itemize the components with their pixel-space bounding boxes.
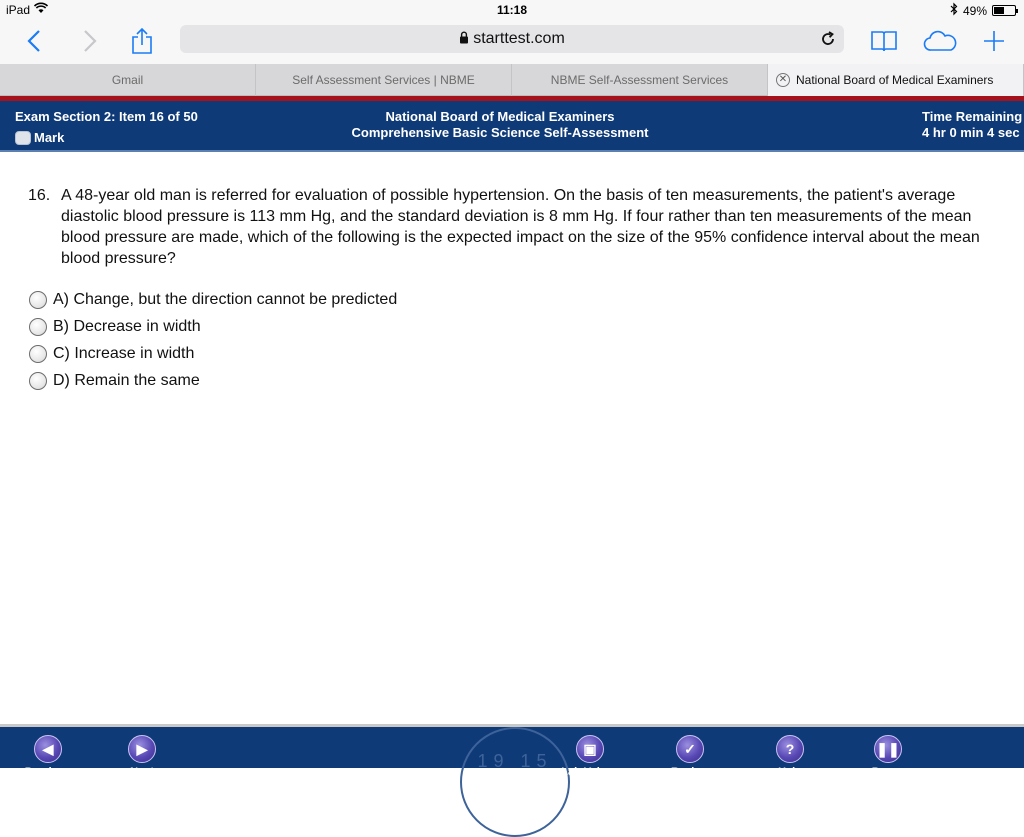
time-remaining xyxy=(922,109,1022,141)
forward-icon[interactable] xyxy=(72,24,108,58)
ios-status-bar xyxy=(0,0,1024,20)
lab-values-label: Lab Values xyxy=(561,766,619,778)
pause-icon[interactable]: ❚❚ xyxy=(874,735,902,763)
new-tab-icon[interactable] xyxy=(976,24,1012,58)
assessment-name: Comprehensive Basic Science Self-Assessment xyxy=(351,125,649,140)
exam-header xyxy=(0,101,1024,152)
back-icon[interactable] xyxy=(16,24,52,58)
seal-text: 19 15 xyxy=(477,751,553,771)
status-right xyxy=(950,3,1016,18)
answer-label: D) Remain the same xyxy=(53,371,200,389)
answer-option-d[interactable] xyxy=(29,367,397,394)
radio-button[interactable] xyxy=(29,318,47,336)
lock-icon xyxy=(459,31,469,49)
tab-gmail[interactable] xyxy=(0,64,256,96)
answer-options xyxy=(29,286,397,394)
help-label: Help xyxy=(778,766,802,778)
mark-box-icon[interactable] xyxy=(15,131,31,145)
previous-button[interactable] xyxy=(8,735,88,778)
close-tab-icon[interactable]: ✕ xyxy=(776,73,790,87)
review-icon[interactable]: ✓ xyxy=(676,735,704,763)
url-text: starttest.com xyxy=(473,30,565,47)
answer-label: B) Decrease in width xyxy=(53,317,201,335)
next-label: Next xyxy=(130,766,154,778)
help-button[interactable] xyxy=(750,735,830,778)
tab-label: NBME Self-Assessment Services xyxy=(550,73,729,87)
mark-checkbox[interactable] xyxy=(15,130,64,145)
time-remaining-label: Time Remaining xyxy=(922,109,1023,124)
next-button[interactable] xyxy=(102,735,182,778)
question-number: 16. xyxy=(28,187,51,204)
help-icon[interactable]: ? xyxy=(776,735,804,763)
bookmarks-icon[interactable] xyxy=(866,24,902,58)
answer-label: C) Increase in width xyxy=(53,344,195,362)
browser-toolbar xyxy=(0,20,1024,64)
time-remaining-value: 4 hr 0 min 4 sec xyxy=(922,125,1020,140)
tab-label: Self Assessment Services | NBME xyxy=(292,73,475,87)
pause-label: Pause xyxy=(871,766,905,778)
mark-label: Mark xyxy=(34,130,65,145)
next-icon[interactable]: ▶ xyxy=(128,735,156,763)
answer-option-c[interactable] xyxy=(29,340,397,367)
exam-section-label: Exam Section 2: Item 16 of 50 xyxy=(15,109,198,124)
tab-self-assessment-services[interactable] xyxy=(256,64,512,96)
answer-option-b[interactable] xyxy=(29,313,397,340)
review-label: Review xyxy=(671,766,709,778)
address-bar[interactable] xyxy=(180,25,844,53)
battery-percent: 49% xyxy=(962,3,987,18)
tab-label: National Board of Medical Examiners xyxy=(796,73,994,87)
exam-footer xyxy=(0,727,1024,778)
bluetooth-icon xyxy=(950,3,958,18)
battery-icon xyxy=(992,5,1016,16)
radio-button[interactable] xyxy=(29,291,47,309)
previous-icon[interactable]: ◀ xyxy=(34,735,62,763)
previous-label: Previous xyxy=(24,766,72,778)
question-text: A 48-year old man is referred for evaluation of possible hypertension. On the basis of ten measurements, the patient's average diastolic blood pressure is 113 mm Hg, and the standard deviation is 8 mm Hg. If four rather than ten measurements of the mean blood pressure are made, which of the following is the expected impact on the size of the 95% confidence interval about the mean blood pressure? xyxy=(61,187,980,267)
reload-icon[interactable] xyxy=(818,29,838,49)
device-name: iPad xyxy=(6,3,31,17)
battery-level xyxy=(994,7,1004,14)
status-time: 11:18 xyxy=(496,3,528,17)
radio-button[interactable] xyxy=(29,345,47,363)
tab-label: Gmail xyxy=(111,73,144,87)
exam-title xyxy=(300,109,700,141)
question-stem xyxy=(28,185,1008,269)
radio-button[interactable] xyxy=(29,372,47,390)
lab-values-icon[interactable]: ▣ xyxy=(576,735,604,763)
org-name: National Board of Medical Examiners xyxy=(385,109,615,124)
tab-national-board[interactable] xyxy=(768,64,1024,96)
cloud-tabs-icon[interactable] xyxy=(922,24,958,58)
answer-label: A) Change, but the direction cannot be predicted xyxy=(53,290,398,308)
answer-option-a[interactable] xyxy=(29,286,397,313)
share-icon[interactable] xyxy=(124,24,160,58)
tab-nbme-self-assessment[interactable] xyxy=(512,64,768,96)
review-button[interactable] xyxy=(650,735,730,778)
browser-tabs xyxy=(0,64,1024,96)
pause-button[interactable] xyxy=(848,735,928,778)
url-display xyxy=(180,30,844,49)
lab-values-button[interactable] xyxy=(550,735,630,778)
